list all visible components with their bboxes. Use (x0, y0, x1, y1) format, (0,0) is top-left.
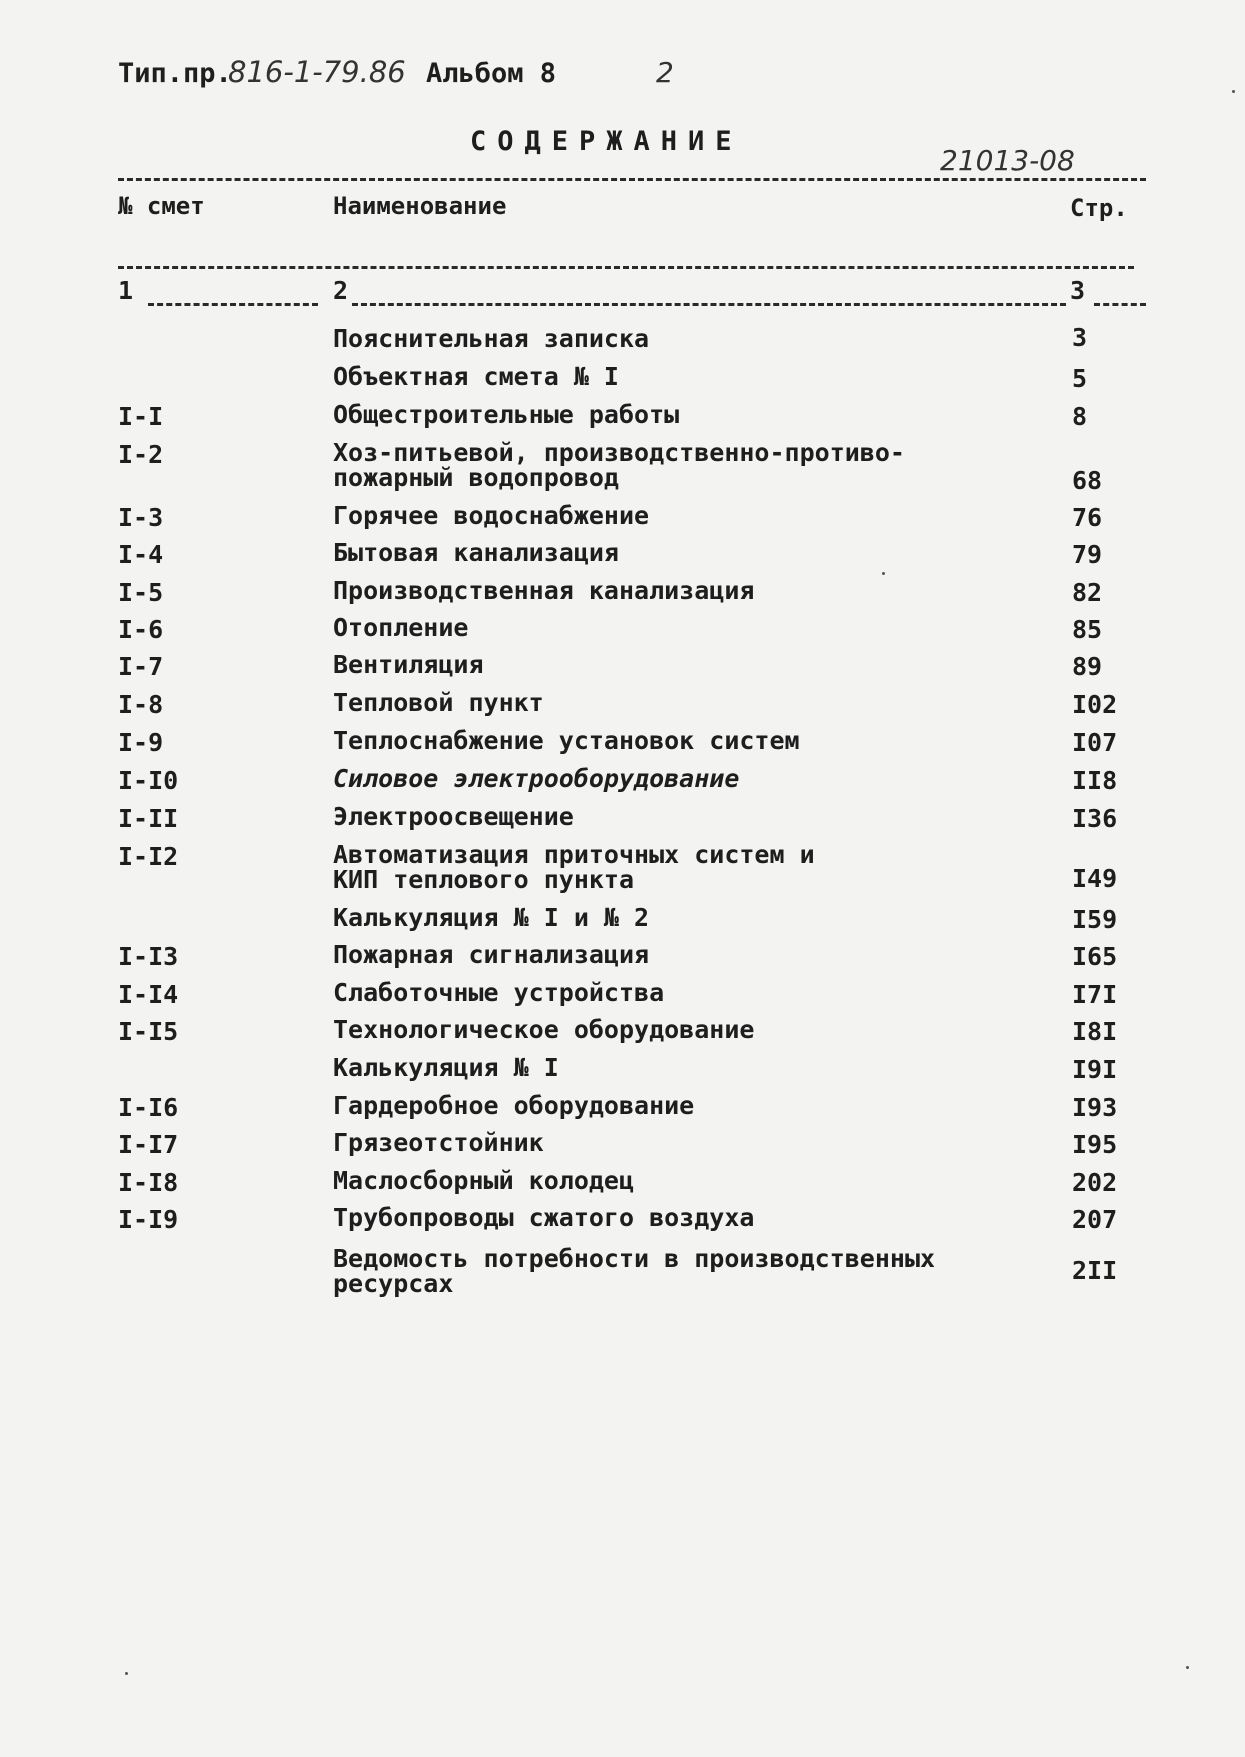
row-name: Тепловой пункт (333, 688, 544, 717)
scan-speck (125, 1672, 128, 1675)
row-page: I93 (1072, 1093, 1118, 1122)
row-estimate-number: I-4 (118, 540, 164, 569)
row-estimate-number: I-3 (118, 503, 164, 532)
row-estimate-number: I-I8 (118, 1168, 179, 1197)
row-estimate-number: I-I (118, 402, 164, 431)
row-name: Технологическое оборудование (333, 1015, 755, 1044)
header-bottom-rule (118, 266, 1134, 269)
row-page: I95 (1072, 1130, 1118, 1159)
row-page: I9I (1072, 1055, 1118, 1084)
row-page: 5 (1072, 364, 1088, 393)
series-prefix: Тип.пр. (118, 58, 232, 89)
scan-speck (1186, 1666, 1189, 1669)
row-page: 202 (1072, 1168, 1118, 1197)
row-page: I7I (1072, 980, 1118, 1009)
row-name: Объектная смета № I (333, 362, 619, 391)
row-page: I59 (1072, 905, 1118, 934)
row-estimate-number: I-I5 (118, 1017, 179, 1046)
row-name: Пожарная сигнализация (333, 940, 650, 969)
row-page: I65 (1072, 942, 1118, 971)
column-number-rule-3 (1094, 303, 1146, 306)
row-name: Вентиляция (333, 650, 484, 679)
row-page: 76 (1072, 503, 1103, 532)
row-page: 85 (1072, 615, 1103, 644)
row-page: II8 (1072, 766, 1118, 795)
scan-speck (1232, 90, 1235, 93)
row-name-continuation: ресурсах (333, 1269, 454, 1298)
row-name: Силовое электрооборудование (333, 764, 740, 793)
row-estimate-number: I-9 (118, 728, 164, 757)
album-label: Альбом 8 (426, 58, 557, 89)
row-name: Пояснительная записка (333, 324, 650, 353)
row-page: 89 (1072, 652, 1103, 681)
row-name: Слаботочные устройства (333, 978, 665, 1007)
row-name: Бытовая канализация (333, 538, 619, 567)
row-estimate-number: I-7 (118, 652, 164, 681)
row-name: Ведомость потребности в производственных (333, 1244, 936, 1273)
row-name: Производственная канализация (333, 576, 755, 605)
row-page: I02 (1072, 690, 1118, 719)
row-page: I36 (1072, 804, 1118, 833)
row-page: 79 (1072, 540, 1103, 569)
row-name-continuation: КИП теплового пункта (333, 865, 635, 894)
row-page: 3 (1072, 323, 1088, 352)
row-page: 68 (1072, 466, 1103, 495)
document-title: СОДЕРЖАНИЕ (470, 126, 743, 157)
row-name: Грязеотстойник (333, 1128, 544, 1157)
row-page: 2II (1072, 1256, 1118, 1285)
column-number-3: 3 (1070, 276, 1086, 305)
row-page: 207 (1072, 1205, 1118, 1234)
row-name: Теплоснабжение установок систем (333, 726, 800, 755)
row-estimate-number: I-II (118, 804, 179, 833)
row-estimate-number: I-5 (118, 578, 164, 607)
row-name: Хоз-питьевой, производственно-противо- (333, 438, 905, 467)
row-name: Маслосборный колодец (333, 1166, 635, 1195)
row-name: Гардеробное оборудование (333, 1091, 695, 1120)
row-name: Калькуляция № I и № 2 (333, 903, 650, 932)
row-name: Автоматизация приточных систем и (333, 840, 815, 869)
column-header-number: № смет (118, 192, 205, 220)
column-header-name: Наименование (333, 192, 507, 220)
row-estimate-number: I-I7 (118, 1130, 179, 1159)
row-estimate-number: I-6 (118, 615, 164, 644)
document-code: 21013-08 (940, 144, 1075, 177)
row-page: 8 (1072, 402, 1088, 431)
series-number: 816-1-79.86 (228, 55, 406, 89)
row-page: 82 (1072, 578, 1103, 607)
row-name: Общестроительные работы (333, 400, 680, 429)
row-estimate-number: I-I4 (118, 980, 179, 1009)
row-estimate-number: I-I3 (118, 942, 179, 971)
row-name-continuation: пожарный водопровод (333, 463, 619, 492)
column-number-rule-2 (352, 303, 1066, 306)
row-name: Горячее водоснабжение (333, 501, 650, 530)
column-header-page: Стр. (1070, 194, 1128, 222)
row-estimate-number: I-2 (118, 440, 164, 469)
row-name: Трубопроводы сжатого воздуха (333, 1203, 755, 1232)
row-name: Калькуляция № I (333, 1053, 559, 1082)
row-name: Отопление (333, 613, 469, 642)
column-number-2: 2 (333, 276, 349, 305)
scan-speck (882, 572, 885, 575)
column-number-rule-1 (148, 303, 318, 306)
page-number: 2 (656, 56, 674, 89)
row-estimate-number: I-I9 (118, 1205, 179, 1234)
column-number-1: 1 (118, 276, 134, 305)
row-estimate-number: I-8 (118, 690, 164, 719)
row-name: Электроосвещение (333, 802, 574, 831)
row-estimate-number: I-I0 (118, 766, 179, 795)
row-estimate-number: I-I2 (118, 842, 179, 871)
row-page: I07 (1072, 728, 1118, 757)
row-page: I49 (1072, 864, 1118, 893)
header-top-rule (118, 178, 1146, 181)
row-estimate-number: I-I6 (118, 1093, 179, 1122)
row-page: I8I (1072, 1017, 1118, 1046)
